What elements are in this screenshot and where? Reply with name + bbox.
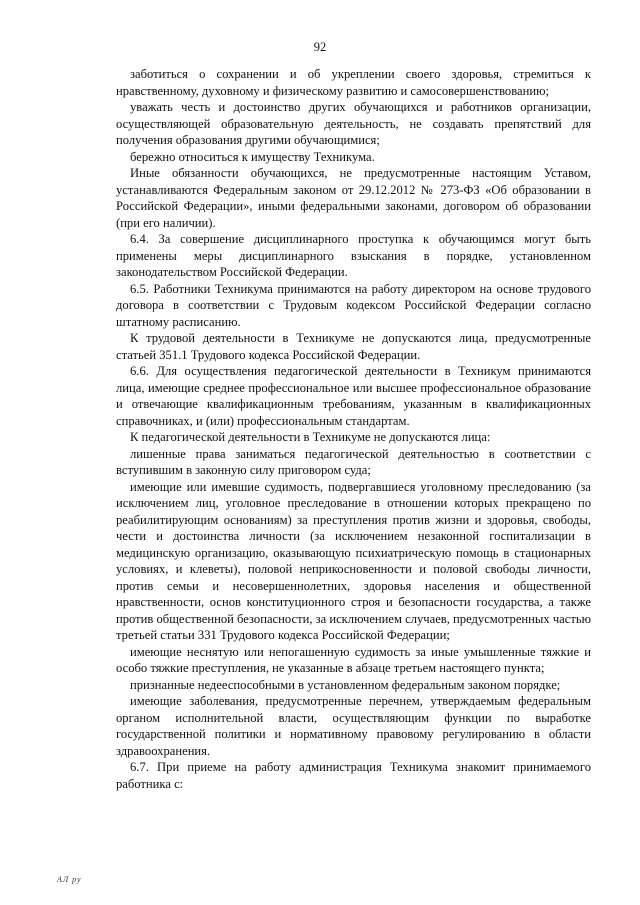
paragraph: 6.6. Для осуществления педагогической деятельности в Техникум принимаются лица, имеющие среднее профессиональное или высшее профессиональное образование и отвечающие квалификационным требованиям, указанным в квалификационных справочниках, и (или) профессиональным стандартам.: [116, 364, 591, 428]
paragraph: заботиться о сохранении и об укреплении своего здоровья, стремиться к нравственному, духовному и физическому развитию и самосовершенствованию;: [116, 67, 591, 98]
paragraph: 6.5. Работники Техникума принимаются на работу директором на основе трудового договора в соответствии с Трудовым кодексом Российской Федерации согласно штатному расписанию.: [116, 281, 591, 329]
paragraph: бережно относиться к имуществу Техникума.: [130, 149, 375, 164]
paragraph: имеющие заболевания, предусмотренные перечнем, утверждаемым федеральным органом исполнительной власти, осуществляющим функции по выработке государственной политики и нормативному правовому регулированию в области здравоохранения.: [116, 694, 591, 758]
paragraph: имеющие или имевшие судимость, подвергавшиеся уголовному преследованию (за исключением лиц, уголовное преследование в отношении которых прекращено по реабилитирующим основаниям) за преступления против жизни и здоровья, свободы, чести и достоинства личности (за исключением незаконной госпитализации в медицинскую организацию, оказывающую психиатрическую помощь в стационарных условиях, и клеветы), половой неприкосновенности и половой свободы личности, против семьи и несовершеннолетних, здоровья населения и общественной нравственности, основ конституционного строя и безопасности государства, а также против общественной безопасности, за исключением случаев, предусмотренных частью третьей статьи 331 Трудового кодекса Российской Федерации;: [116, 479, 591, 642]
paragraph: Иные обязанности обучающихся, не предусмотренные настоящим Уставом, устанавливаются Федеральным законом от 29.12.2012 № 273-ФЗ «Об образовании в Российской Федерации», иными федеральными законами, договором об образовании (при его наличии).: [116, 166, 591, 230]
body-text: [116, 66, 591, 792]
paragraph: уважать честь и достоинство других обучающихся и работников организации, осуществляющей образовательную деятельность, не создавать препятствий для получения образования другими обучающимися;: [116, 100, 591, 147]
paragraph: имеющие неснятую или непогашенную судимость за иные умышленные тяжкие и особо тяжкие преступления, не указанные в абзаце третьем настоящего пункта;: [116, 644, 591, 675]
paragraph: 6.4. За совершение дисциплинарного проступка к обучающимся могут быть применены меры дисциплинарного взыскания в порядке, установленном законодательством Российской Федерации.: [116, 232, 591, 279]
paragraph: лишенные права заниматься педагогической деятельностью в соответствии с вступившим в законную силу приговором суда;: [116, 446, 591, 477]
paragraph: К трудовой деятельности в Техникуме не допускаются лица, предусмотренные статьей 351.1 Трудового кодекса Российской Федерации.: [116, 331, 591, 362]
paragraph: К педагогической деятельности в Техникуме не допускаются лица:: [130, 430, 491, 444]
page-number: 92: [313, 40, 327, 54]
footer-mark: АЛ ру: [57, 875, 82, 884]
paragraph: признанные недееспособными в установленном федеральным законом порядке;: [130, 677, 561, 692]
paragraph: 6.7. При приеме на работу администрация Техникума знакомит принимаемого работника с:: [116, 760, 591, 791]
